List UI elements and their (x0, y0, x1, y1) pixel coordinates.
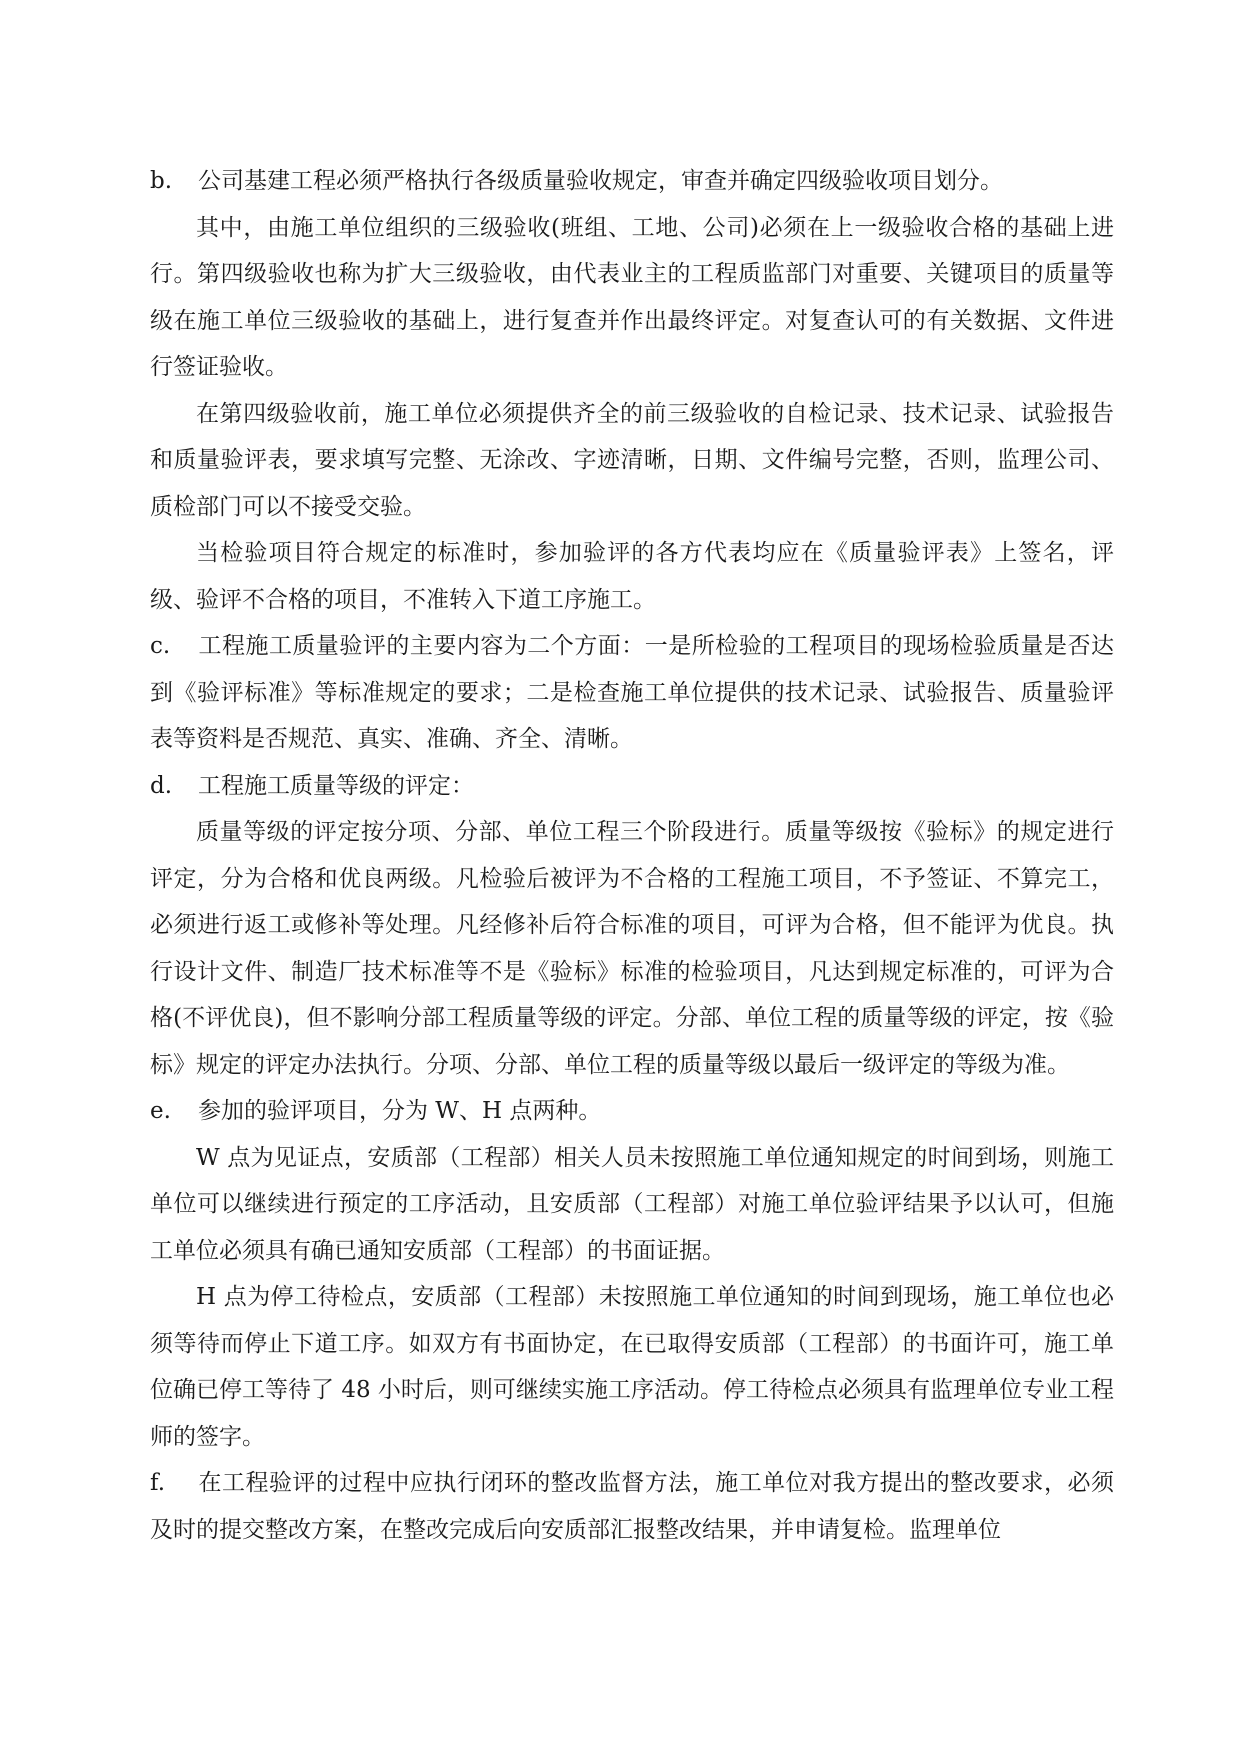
list-marker: b. (150, 168, 173, 194)
paragraph: 在第四级验收前，施工单位必须提供齐全的前三级验收的自检记录、技术记录、试验报告和质量验评表，要求填写完整、无涂改、字迹清晰，日期、文件编号完整，否则，监理公司、质检部门可以不接受交验。 (150, 400, 1114, 520)
paragraph-text: 工程施工质量等级的评定： (198, 772, 474, 799)
paragraph-c (150, 623, 1114, 763)
paragraph: 质量等级的评定按分项、分部、单位工程三个阶段进行。质量等级按《验标》的规定进行评定，分为合格和优良两级。凡检验后被评为不合格的工程施工项目，不予签证、不算完工，必须进行返工或修补等处理。凡经修补后符合标准的项目，可评为合格，但不能评为优良。执行设计文件、制造厂技术标准等不是《验标》标准的检验项目，凡达到规定标准的，可评为合格(不评优良)，但不影响分部工程质量等级的评定。分部、单位工程的质量等级的评定，按《验标》规定的评定办法执行。分项、分部、单位工程的质量等级以最后一级评定的等级为准。 (150, 819, 1114, 1078)
paragraph: 当检验项目符合规定的标准时，参加验评的各方代表均应在《质量验评表》上签名，评级、验评不合格的项目，不准转入下道工序施工。 (150, 540, 1114, 613)
list-marker: e. (150, 1098, 171, 1124)
list-marker: d. (150, 772, 173, 799)
list-marker: c. (150, 633, 171, 659)
paragraph-d (150, 763, 1114, 810)
paragraph: W 点为见证点，安质部（工程部）相关人员未按照施工单位通知规定的时间到场，则施工单位可以继续进行预定的工序活动，且安质部（工程部）对施工单位验评结果予以认可，但施工单位必须具有确已通知安质部（工程部）的书面证据。 (150, 1144, 1114, 1264)
paragraph-text: 工程施工质量验评的主要内容为二个方面：一是所检验的工程项目的现场检验质量是否达到《验评标准》等标准规定的要求；二是检查施工单位提供的技术记录、试验报告、质量验评表等资料是否规范、真实、准确、齐全、清晰。 (150, 633, 1114, 752)
paragraph: H 点为停工待检点，安质部（工程部）未按照施工单位通知的时间到现场，施工单位也必须等待而停止下道工序。如双方有书面协定，在已取得安质部（工程部）的书面许可，施工单位确已停工等待了 48 小时后，则可继续实施工序活动。停工待检点必须具有监理单位专业工程师的签字。 (150, 1284, 1114, 1450)
paragraph-text: 在工程验评的过程中应执行闭环的整改监督方法，施工单位对我方提出的整改要求，必须及时的提交整改方案，在整改完成后向安质部汇报整改结果，并申请复检。监理单位 (150, 1470, 1114, 1543)
paragraph-e (150, 1088, 1114, 1135)
paragraph-text: 公司基建工程必须严格执行各级质量验收规定，审查并确定四级验收项目划分。 (198, 168, 1003, 194)
paragraph: 其中，由施工单位组织的三级验收(班组、工地、公司)必须在上一级验收合格的基础上进行。第四级验收也称为扩大三级验收，由代表业主的工程质监部门对重要、关键项目的质量等级在施工单位三级验收的基础上，进行复查并作出最终评定。对复查认可的有关数据、文件进行签证验收。 (150, 214, 1114, 380)
paragraph-b (150, 158, 1114, 205)
paragraph-text: 参加的验评项目，分为 W、H 点两种。 (198, 1098, 602, 1124)
document-body (150, 158, 1114, 1553)
paragraph-f (150, 1460, 1114, 1553)
list-marker: f. (150, 1470, 166, 1496)
